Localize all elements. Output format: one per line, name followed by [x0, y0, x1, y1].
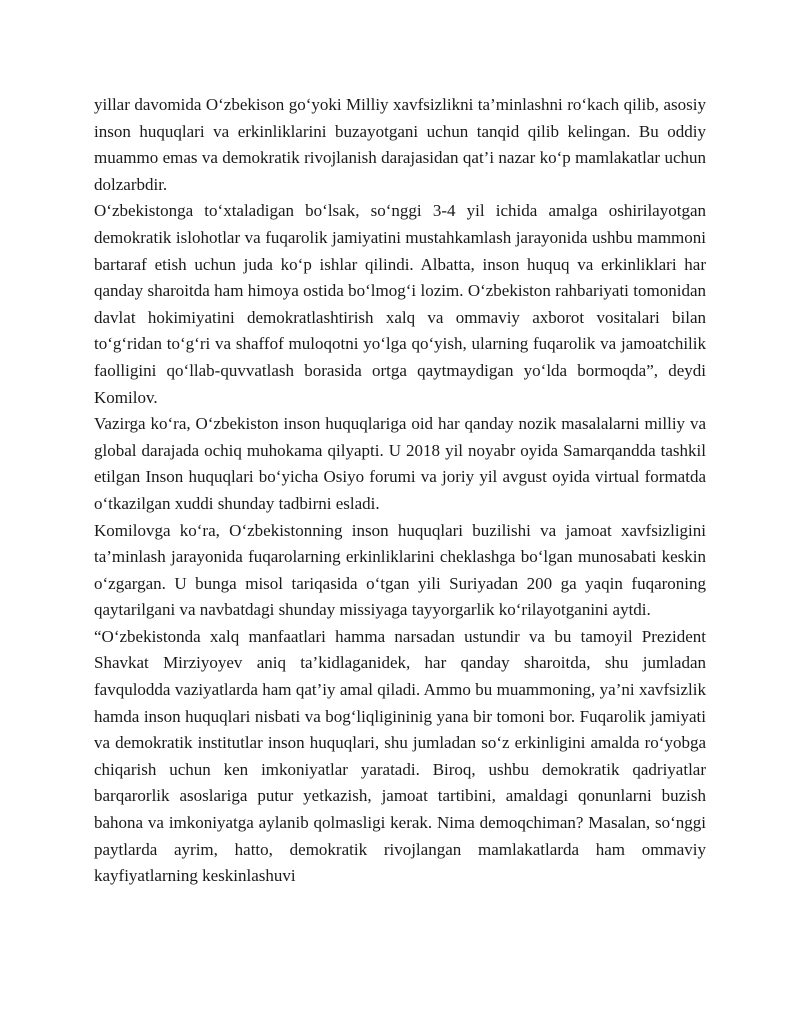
paragraph-5: “O‘zbekistonda xalq manfaatlari hamma narsadan ustundir va bu tamoyil Prezident Shavkat Mirziyoyev aniq ta’kidlaganidek, har qanday sharoitda, shu jumladan favqulodda vaziyatlarda ham qat’iy amal qiladi. Ammo bu muammoning, ya’ni xavfsizlik hamda inson huquqlari nisbati va bog‘liqligininig yana bir tomoni bor. Fuqarolik jamiyati va demokratik institutlar inson huquqlari, shu jumladan so‘z erkinligini amalda ro‘yobga chiqarish uchun ken imkoniyatlar yaratadi. Biroq, ushbu demokratik qadriyatlar barqarorlik asoslariga putur yetkazish, jamoat tartibini, amaldagi qonunlarni buzish bahona va imkoniyatga aylanib qolmasligi kerak. Nima demoqchiman? Masalan, so‘nggi paytlarda ayrim, hatto, demokratik rivojlangan mamlakatlarda ham ommaviy kayfiyatlarning keskinlashuvi: [94, 626, 706, 886]
paragraph-1: yillar davomida O‘zbekison go‘yoki Milliy xavfsizlikni ta’minlashni ro‘kach qilib, asosiy inson huquqlari va erkinliklarini buzayotgani uchun tanqid qilib kelingan. Bu oddiy muammo emas va demokratik rivojlanish darajasidan qat’i nazar ko‘p mamlakatlar uchun dolzarbdir.: [94, 95, 706, 194]
body-text: [94, 92, 706, 890]
paragraph-2: O‘zbekistonga to‘xtaladigan bo‘lsak, so‘nggi 3-4 yil ichida amalga oshirilayotgan demokratik islohotlar va fuqarolik jamiyatini mustahkamlash jarayonida ushbu mammoni bartaraf etish uchun juda ko‘p ishlar qilindi. Albatta, inson huquq va erkinliklari har qanday sharoitda ham himoya ostida bo‘lmog‘i lozim. O‘zbekiston rahbariyati tomonidan davlat hokimiyatini demokratlashtirish xalq va ommaviy axborot vositalari bilan to‘g‘ridan to‘g‘ri va shaffof muloqotni yo‘lga qo‘yish, ularning fuqarolik va jamoatchilik faolligini qo‘llab-quvvatlash borasida ortga qaytmaydigan yo‘lda bormoqda”, deydi Komilov.: [94, 201, 706, 407]
paragraph-4: Komilovga ko‘ra, O‘zbekistonning inson huquqlari buzilishi va jamoat xavfsizligini ta’minlash jarayonida fuqarolarning erkinliklarini cheklashga bo‘lgan munosabati keskin o‘zgargan. U bunga misol tariqasida o‘tgan yili Suriyadan 200 ga yaqin fuqaroning qaytarilgani va navbatdagi shunday missiyaga tayyorgarlik ko‘rilayotganini aytdi.: [94, 520, 706, 620]
paragraph-3: Vazirga ko‘ra, O‘zbekiston inson huquqlariga oid har qanday nozik masalalarni milliy va global darajada ochiq muhokama qilyapti. U 2018 yil noyabr oyida Samarqandda tashkil etilgan Inson huquqlari bo‘yicha Osiyo forumi va joriy yil avgust oyida virtual formatda o‘tkazilgan xuddi shunday tadbirni esladi.: [94, 414, 706, 513]
